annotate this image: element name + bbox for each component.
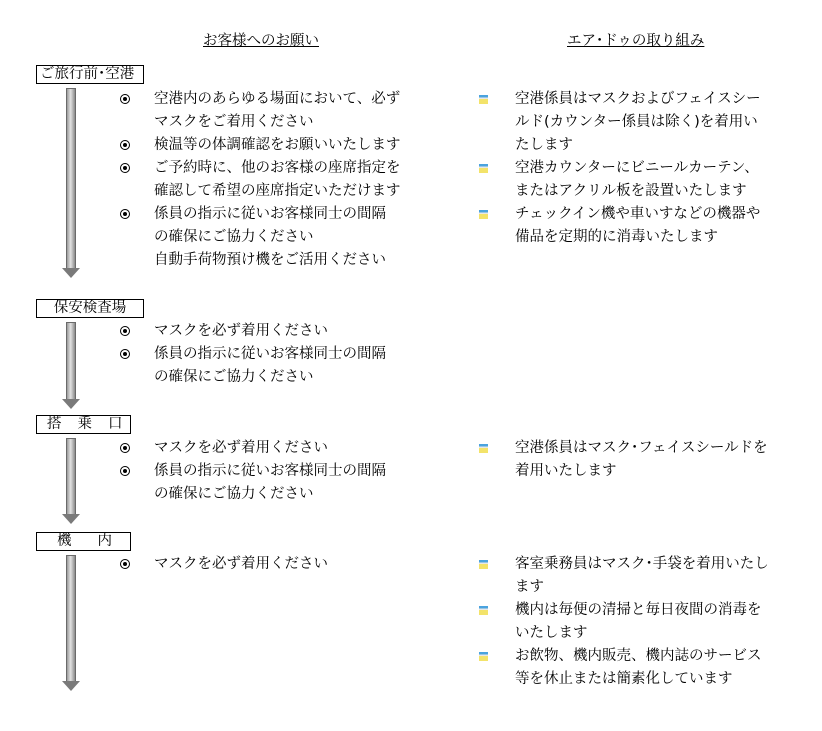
list-item: マスクを必ず着用ください [154,320,328,343]
bullet-icon [120,94,130,104]
bullet-icon [120,466,130,476]
square-bullet-icon [479,560,488,569]
list-item: ご予約時に、他のお客様の座席指定を 確認して希望の座席指定いただけます [154,157,401,203]
flow-arrow-down [62,438,82,524]
bullet-icon [120,443,130,453]
airdo-measures-header: エア･ドゥの取り組み [567,33,705,49]
list-item: マスクを必ず着用ください [154,437,328,460]
list-item: 係員の指示に従いお客様同士の間隔 の確保にご協力ください [154,203,386,249]
square-bullet-icon [479,444,488,453]
square-bullet-icon [479,606,488,615]
list-item: 空港係員はマスクおよびフェイスシー ルド(カウンター係員は除く)を着用い たします [515,88,761,157]
stage-label-boarding-gate: 搭乗口 [36,415,131,434]
customer-requests-header: お客様へのお願い [203,33,319,49]
stage-label-pre-travel: ご旅行前･空港 [36,65,144,84]
bullet-icon [120,559,130,569]
list-item: お飲物、機内販売、機内誌のサービス 等を休止または簡素化しています [515,645,762,691]
square-bullet-icon [479,95,488,104]
list-item: チェックイン機や車いすなどの機器や 備品を定期的に消毒いたします [515,203,760,249]
flow-arrow-down [62,88,82,278]
bullet-icon [120,349,130,359]
bullet-icon [120,326,130,336]
list-item: 空港内のあらゆる場面において、必ず マスクをご着用ください [154,88,400,134]
square-bullet-icon [479,164,488,173]
bullet-icon [120,163,130,173]
list-item: 機内は毎便の清掃と毎日夜間の消毒を いたします [515,599,762,645]
bullet-icon [120,140,130,150]
list-item: 係員の指示に従いお客様同士の間隔 の確保にご協力ください [154,460,386,506]
list-item: 係員の指示に従いお客様同士の間隔 の確保にご協力ください [154,343,386,389]
list-item: マスクを必ず着用ください [154,553,328,576]
flow-arrow-down [62,555,82,691]
bullet-icon [120,209,130,219]
list-item: 自動手荷物預け機をご活用ください [154,252,386,268]
stage-label-in-flight: 機内 [36,532,131,551]
stage-label-security: 保安検査場 [36,299,144,318]
list-item: 客室乗務員はマスク･手袋を着用いたし ます [515,553,769,599]
list-item: 空港カウンターにビニールカーテン、 またはアクリル板を設置いたします [515,157,759,203]
square-bullet-icon [479,210,488,219]
flow-arrow-down [62,322,82,409]
square-bullet-icon [479,652,488,661]
list-item: 空港係員はマスク･フェイスシールドを 着用いたします [515,437,768,483]
list-item: 検温等の体調確認をお願いいたします [154,134,401,157]
